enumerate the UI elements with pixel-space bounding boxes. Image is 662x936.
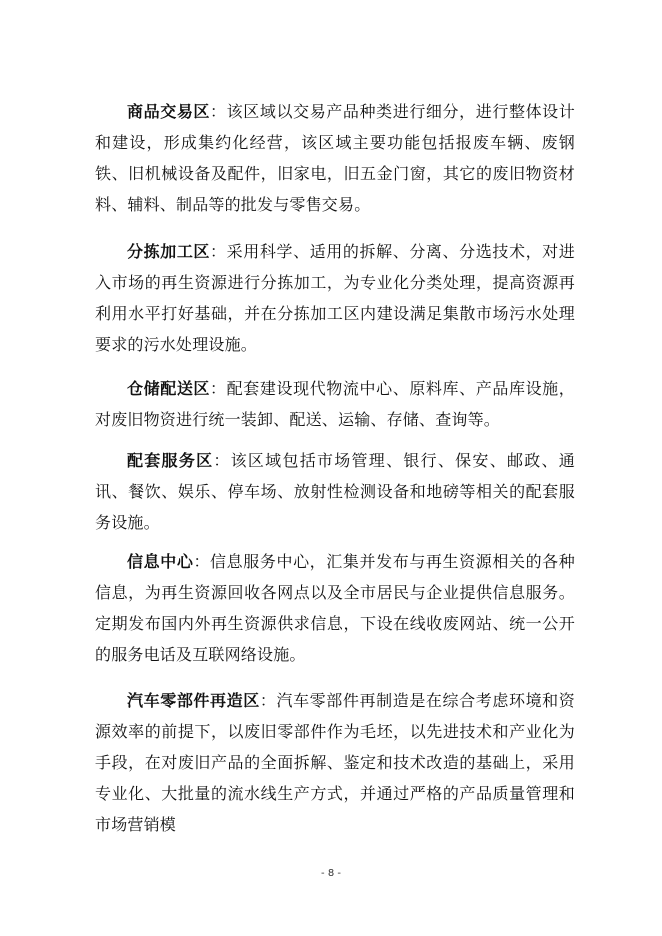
paragraph-text: ：采用科学、适用的拆解、分离、分选技术，对进入市场的再生资源进行分拣加工，为专业化分类处理，提高资源再利用水平打好基础，并在分拣加工区内建设满足集散市场污水处理要求的污水处理设施。 <box>95 242 575 354</box>
paragraph-text: ：该区域包括市场管理、银行、保安、邮政、通讯、餐饮、娱乐、停车场、放射性检测设备和地磅等相关的配套服务设施。 <box>95 451 575 532</box>
term-commodity-trading-zone: 商品交易区 <box>127 102 211 121</box>
paragraph-text: ：配套建设现代物流中心、原料库、产品库设施，对废旧物资进行统一装卸、配送、运输、存储、查询等。 <box>95 379 575 429</box>
paragraph-supporting-services-zone <box>95 445 575 538</box>
term-storage-distribution-zone: 仓储配送区 <box>127 379 211 398</box>
paragraph-text: ：信息服务中心，汇集并发布与再生资源相关的各种信息，为再生资源回收各网点以及全市居民与企业提供信息服务。定期发布国内外再生资源供求信息，下设在线收废网站、统一公开的服务电话及互联网络设施。 <box>95 552 575 664</box>
term-information-center: 信息中心 <box>127 552 194 571</box>
paragraph-text: ：汽车零部件再制造是在综合考虑环境和资源效率的前提下，以废旧零部件作为毛坯，以先进技术和产业化为手段，在对废旧产品的全面拆解、鉴定和技术改造的基础上，采用专业化、大批量的流水线生产方式，并通过严格的产品质量管理和市场营销模 <box>95 691 575 834</box>
term-sorting-processing-zone: 分拣加工区 <box>127 242 211 261</box>
paragraph-text: ：该区域以交易产品种类进行细分，进行整体设计和建设，形成集约化经营，该区域主要功能包括报废车辆、废钢铁、旧机械设备及配件，旧家电，旧五金门窗，其它的废旧物资材料、辅料、制品等的批发与零售交易。 <box>95 102 575 214</box>
paragraph-commodity-trading-zone <box>95 96 575 220</box>
term-auto-parts-remanufacturing-zone: 汽车零部件再造区 <box>127 691 260 710</box>
paragraph-auto-parts-remanufacturing-zone <box>95 685 575 840</box>
paragraph-storage-distribution-zone <box>95 373 575 435</box>
page-number: - 8 - <box>321 868 341 879</box>
paragraph-information-center <box>95 546 575 670</box>
paragraph-sorting-processing-zone <box>95 236 575 360</box>
term-supporting-services-zone: 配套服务区 <box>127 451 214 470</box>
